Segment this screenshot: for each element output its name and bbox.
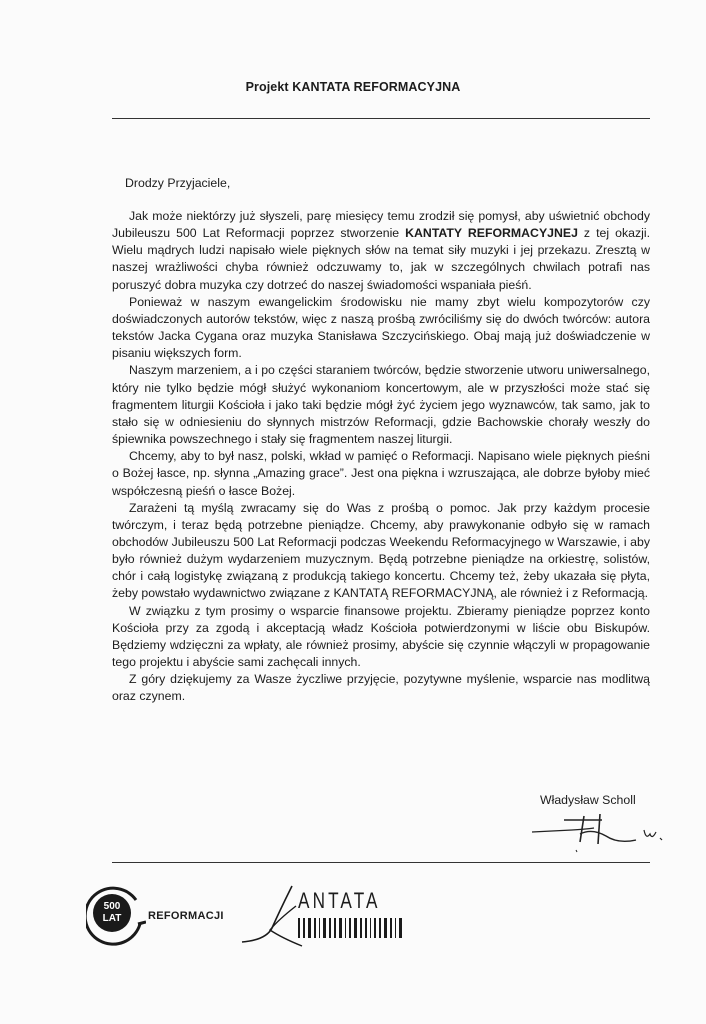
- footer-divider: [112, 862, 650, 863]
- reformacji-label: REFORMACJI: [148, 910, 224, 922]
- paragraph-1-text-b: z tej okazji. Wielu mądrych ludzi napisało wiele pięknych słów na temat siły muzyki i jej przekazu. Zresztą w naszej wrażliwości chyba również odczuwamy to, jak w szczególnych chwilach potrafi nas poruszyć dobra muzyka czy dotrzeć do naszej świadomości wspaniała pieśń.: [112, 226, 650, 292]
- paragraph-1-emphasis: KANTATY REFORMACYJNEJ: [405, 226, 578, 241]
- paragraph-1: [112, 208, 650, 294]
- handwritten-signature: [528, 810, 668, 858]
- letter-body: [112, 208, 650, 706]
- header-divider: [112, 118, 650, 119]
- barcode-stripes: [298, 918, 402, 938]
- paragraph-7: Z góry dziękujemy za Wasze życzliwe przyjęcie, pozytywne myślenie, wsparcie nas modlitwą oraz czynem.: [112, 672, 650, 704]
- paragraph-2: Ponieważ w naszym ewangelickim środowisku nie mamy zbyt wielu kompozytorów czy doświadczonych autorów tekstów, więc z naszą prośbą zwróciliśmy się do dwóch twórców: autora tekstów Jacka Cygana oraz muzyka Stanisława Szczycińskiego. Obaj mają już doświadczenie w pisaniu większych form.: [112, 294, 650, 361]
- paragraph-4: Chcemy, aby to był nasz, polski, wkład w pamięć o Reformacji. Napisano wiele pięknych pieśni o Bożej łasce, np. słynna „Amazing grace”. Jest ona piękna i wzruszająca, ale dobrze byłoby mieć współczesną pieśń o łasce Bożej.: [112, 449, 650, 498]
- kantata-wordmark: ANTATA: [298, 888, 381, 913]
- letter-greeting: Drodzy Przyjaciele,: [125, 176, 231, 190]
- kantata-k-text: [262, 872, 291, 923]
- jubilee-word: LAT: [102, 913, 122, 924]
- jubilee-500-logo: [86, 884, 146, 948]
- signer-name: Władysław Scholl: [540, 793, 636, 807]
- paragraph-3: Naszym marzeniem, a i po części staraniem twórców, będzie stworzenie utworu uniwersalnego, który nie tylko będzie mógł służyć wykonaniom koncertowym, ale w przyszłości może stać się fragmentem liturgii Kościoła i jako taki będzie mógł żyć życiem jego wyznawców, tak samo, jak to stało się w odniesieniu do słynnych mistrzów Reformacji, gdzie Bachowskie chorały weszły do śpiewnika powszechnego i stały się fragmentem naszej liturgii.: [112, 363, 650, 447]
- paragraph-5: Zarażeni tą myślą zwracamy się do Was z prośbą o pomoc. Jak przy każdym procesie twórczym, i teraz będą potrzebne pieniądze. Chcemy, aby prawykonanie odbyło się w ramach obchodów Jubileuszu 500 Lat Reformacji podczas Weekendu Reformacyjnego w Warszawie, i aby było również dużym wydarzeniem muzycznym. Będą potrzebne pieniądze na orkiestrę, solistów, chór i całą logistykę związaną z produkcją takiego koncertu. Chcemy też, żeby ukazała się płyta, żeby powstało wydawnictwo związane z KANTATĄ REFORMACYJNĄ, ale również i z Reformacją.: [112, 500, 650, 601]
- jubilee-number: 500: [103, 901, 121, 912]
- paragraph-6: W związku z tym prosimy o wsparcie finansowe projektu. Zbieramy pieniądze poprzez konto Kościoła przy za zgodą i akceptacją władz Kościoła potwierdzonymi w liście obu Biskupów. Będziemy wdzięczni za wpłaty, ale również prosimy, abyście się czynnie włączyli w propagowanie tego projektu i abyście sami zachęcali innych.: [112, 603, 650, 670]
- document-title: Projekt KANTATA REFORMACYJNA: [245, 80, 461, 94]
- jubilee-disc: [93, 894, 131, 932]
- paragraph-1-text-a: Jak może niektórzy już słyszeli, parę miesięcy temu zrodził się pomysł, aby uświetnić obchody Jubileuszu 500 Lat Reformacji poprzez stworzenie: [112, 209, 650, 241]
